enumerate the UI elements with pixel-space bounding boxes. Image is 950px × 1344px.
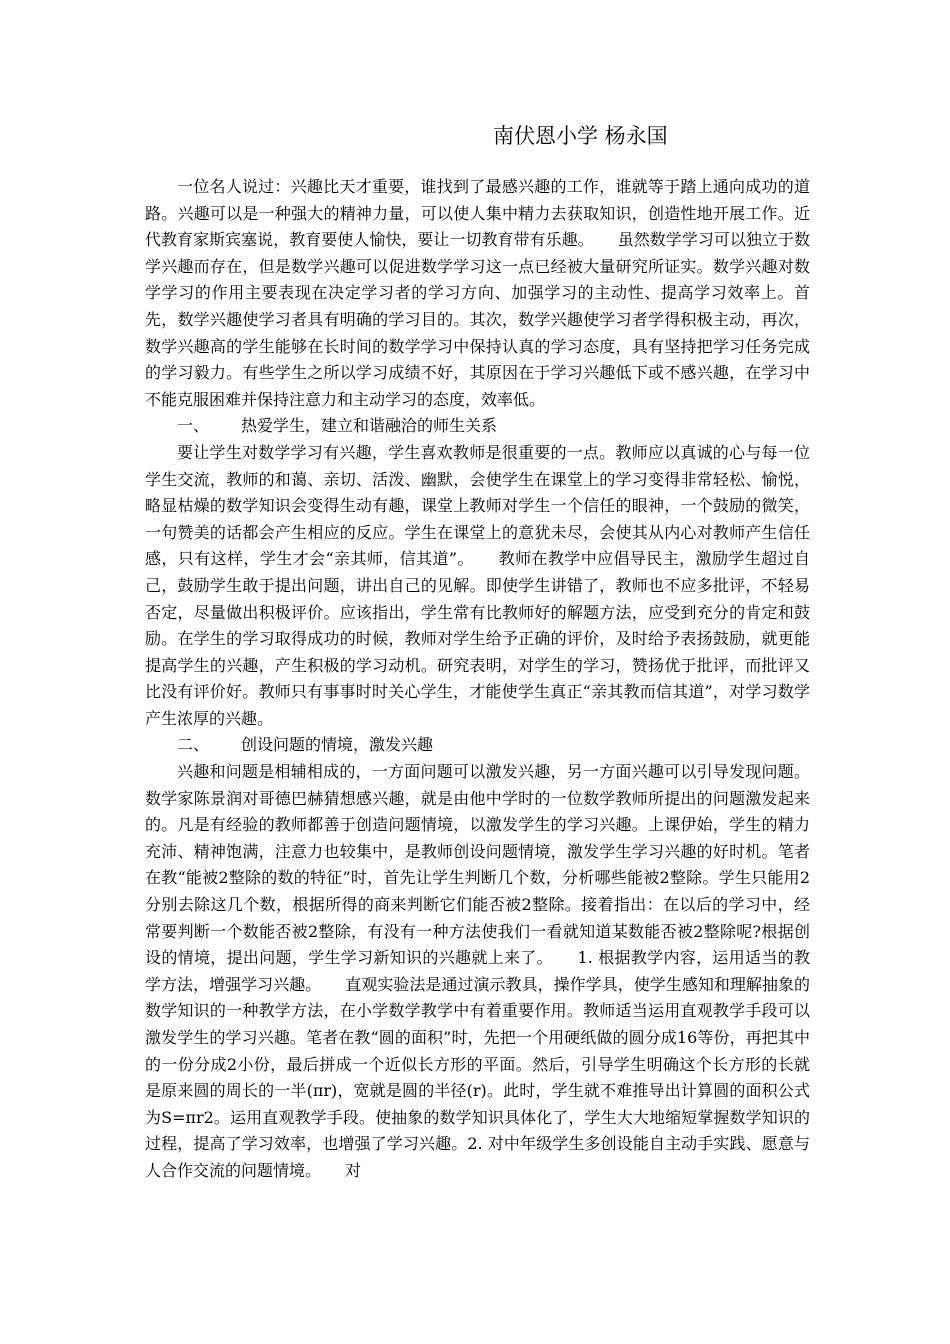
section-heading-2: [145, 732, 810, 759]
document-page: [145, 120, 810, 1185]
section-number-2: 二、: [177, 735, 210, 755]
section-body-1: 要让学生对数学学习有兴趣，学生喜欢教师是很重要的一点。教师应以真诚的心与每一位学生交流，教师的和蔼、亲切、活泼、幽默，会使学生在课堂上的学习变得非常轻松、愉悦，略显枯燥的数学知识会变得生动有趣，课堂上教师对学生一个信任的眼神，一个鼓励的微笑，一句赞美的话都会产生相应的反应。学生在课堂上的意犹未尽，会使其从内心对教师产生信任感，只有这样，学生才会“亲其师，信其道”。 教师在教学中应倡导民主，激励学生超过自己，鼓励学生敢于提出问题，讲出自己的见解。即使学生讲错了，教师也不应多批评，不轻易否定，尽量做出积极评价。应该指出，学生常有比教师好的解题方法，应受到充分的肯定和鼓励。在学生的学习取得成功的时候，教师对学生给予正确的评价，及时给予表扬鼓励，就更能提高学生的兴趣，产生积极的学习动机。研究表明，对学生的学习，赞扬优于批评，而批评又比没有评价好。教师只有事事时时关心学生，才能使学生真正“亲其教而信其道”，对学习数学产生浓厚的兴趣。: [145, 442, 810, 728]
section-title-1: 热爱学生，建立和谐融洽的师生关系: [241, 416, 498, 436]
section-title-2: 创设问题的情境，激发兴趣: [241, 735, 434, 755]
intro-paragraph: 一位名人说过：兴趣比天才重要，谁找到了最感兴趣的工作，谁就等于踏上通向成功的道路。兴趣可以是一种强大的精神力量，可以使人集中精力去获取知识，创造性地开展工作。近代教育家斯宾塞说，教育要使人愉快，要让一切教育带有乐趣。 虽然数学学习可以独立于数学兴趣而存在，但是数学兴趣可以促进数学学习这一点已经被大量研究所证实。数学兴趣对数学学习的作用主要表现在决定学习者的学习方向、加强学习的主动性、提高学习效率上。首先，数学兴趣使学习者具有明确的学习目的。其次，数学兴趣使学习者学得积极主动，再次，数学兴趣高的学生能够在长时间的数学学习中保持认真的学习态度，具有坚持把学习任务完成的学习毅力。有些学生之所以学习成绩不好，其原因在于学习兴趣低下或不感兴趣，在学习中不能克服困难并保持注意力和主动学习的态度，效率低。: [145, 177, 810, 409]
author-line: 南伏恩小学 杨永国: [493, 124, 668, 148]
section-heading-1: [145, 413, 810, 440]
section-body-2: 兴趣和问题是相辅相成的，一方面问题可以激发兴趣，另一方面兴趣可以引导发现问题。数学家陈景润对哥德巴赫猜想感兴趣，就是由他中学时的一位数学教师所提出的问题激发起来的。凡是有经验的教师都善于创造问题情境，以激发学生的学习兴趣。上课伊始，学生的精力充沛、精神饱满，注意力也较集中，是教师创设问题情境，激发学生学习兴趣的好时机。笔者在教“能被2整除的数的特征”时，首先让学生判断几个数，分析哪些能被2整除。学生只能用2分别去除这几个数，根据所得的商来判断它们能否被2整除。接着指出：在以后的学习中，经常要判断一个数能否被2整除，有没有一种方法使我们一看就知道某数能否被2整除呢?根据创设的情境，提出问题，学生学习新知识的兴趣就上来了。 1. 根据教学内容，运用适当的教学方法，增强学习兴趣。 直观实验法是通过演示教具，操作学具，使学生感知和理解抽象的数学知识的一种教学方法，在小学数学教学中有着重要作用。教师适当运用直观教学手段可以激发学生的学习兴趣。笔者在教“圆的面积”时，先把一个用硬纸做的圆分成16等份，再把其中的一份分成2小份，最后拼成一个近似长方形的平面。然后，引导学生明确这个长方形的长就是原来圆的周长的一半(πr)，宽就是圆的半径(r)。此时，学生就不难推导出计算圆的面积公式为S=πr2。运用直观教学手段。使抽象的数学知识具体化了，学生大大地缩短掌握数学知识的过程，提高了学习效率，也增强了学习兴趣。2. 对中年级学生多创设能自主动手实践、愿意与人合作交流的问题情境。 对: [145, 762, 810, 1180]
section-number-1: 一、: [177, 416, 210, 436]
